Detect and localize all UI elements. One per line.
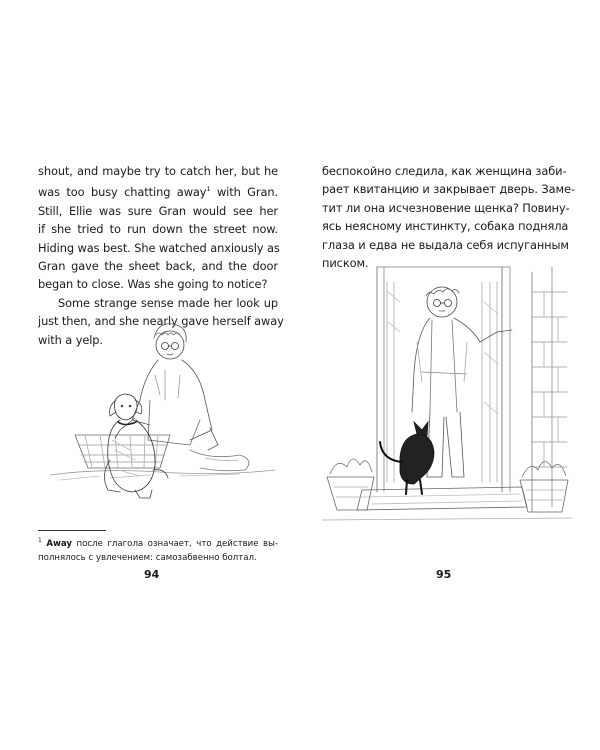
text-line: рает квитанцию и закрывает дверь. Заме-: [322, 182, 575, 197]
text-line: if she tried to run down the street now.: [38, 222, 278, 237]
text-line: писком.: [322, 256, 369, 271]
text-line: тит ли она исчезновение щенка? Повину-: [322, 200, 570, 215]
text-line: беспокойно следила, как женщина заби-: [322, 164, 567, 178]
text-segment: was too busy chatting away: [38, 185, 207, 200]
footnote: [38, 534, 278, 565]
illustration-woman-at-door-with-cat: [322, 262, 572, 552]
text-line: just then, and she nearly gave herself away: [38, 314, 284, 329]
illustration-gran-with-puppy: [38, 300, 284, 515]
text-line: Gran gave the sheet back, and the door: [38, 259, 278, 274]
text-line: Some strange sense made her look up: [58, 295, 278, 310]
text-line: глаза и едва не выдала себя испуганным: [322, 237, 569, 252]
text-line: Still, Ellie was sure Gran would see her: [38, 203, 278, 218]
text-line: ясь неясному инстинкту, собака подняла: [322, 219, 569, 234]
text-line: shout, and maybe try to catch her, but he: [38, 164, 278, 178]
page-number: 94: [144, 568, 160, 581]
text-line: began to close. Was she going to notice?: [38, 277, 268, 292]
footnote-rule: [38, 530, 106, 531]
footnote-term: Away: [46, 539, 73, 549]
text-line: Hiding was best. She watched anxiously as: [38, 240, 280, 255]
footnote-marker: 1: [38, 537, 42, 544]
footnote-line: полнялось с увлечением: самозабвенно болтал.: [38, 552, 257, 563]
footnote-reference: 1: [206, 185, 211, 194]
text-line: with a yelp.: [38, 332, 103, 347]
footnote-text: после глагола означает, что действие вы-: [72, 539, 278, 549]
footnote-line: [38, 534, 278, 552]
right-page-text: [322, 162, 575, 272]
page-number: 95: [436, 568, 452, 581]
text-line-with-footnote: [38, 180, 278, 201]
text-segment: with Gran.: [210, 185, 279, 200]
